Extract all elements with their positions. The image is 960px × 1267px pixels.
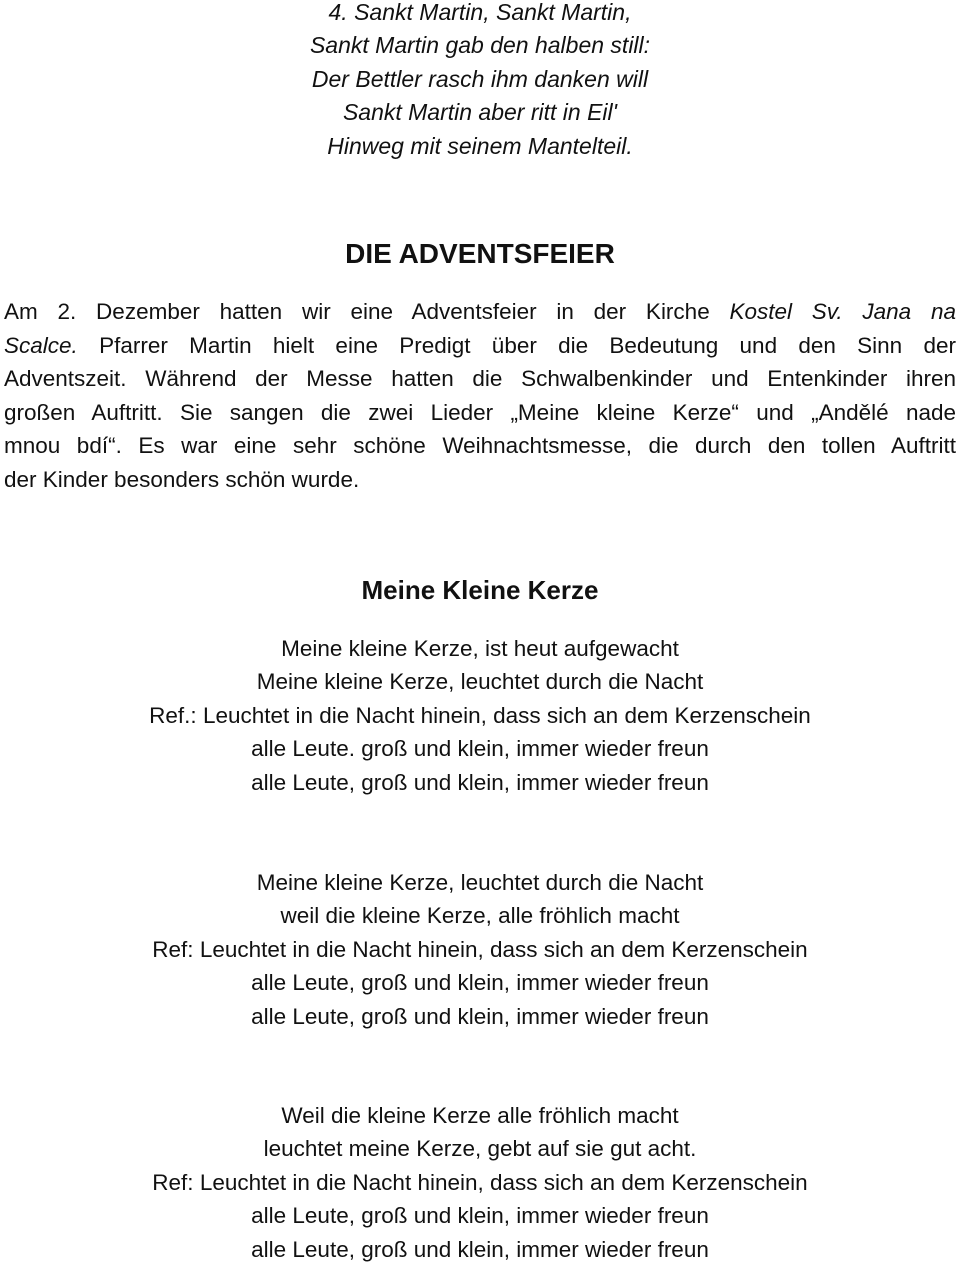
paragraph-line: Scalce. Pfarrer Martin hielt eine Predigt über die Bedeutung und den Sinn der — [4, 332, 956, 358]
song-line: alle Leute. groß und klein, immer wieder freun — [251, 736, 709, 762]
song-line: Weil die kleine Kerze alle fröhlich macht — [281, 1103, 679, 1128]
song-line: alle Leute, groß und klein, immer wieder freun — [251, 1203, 709, 1229]
song-line: alle Leute, groß und klein, immer wieder freun — [251, 769, 709, 795]
verse-line: Hinweg mit seinem Mantelteil. — [327, 132, 633, 159]
song-line: Meine kleine Kerze, leuchtet durch die Nacht — [256, 669, 704, 695]
church-name: Kostel Sv. Jana na — [729, 299, 956, 324]
adventsfeier-paragraph — [4, 295, 956, 496]
adventsfeier-title: DIE ADVENTSFEIER — [345, 238, 615, 269]
song-line: leuchtet meine Kerze, gebt auf sie gut acht. — [263, 1136, 697, 1162]
song-line: alle Leute, groß und klein, immer wieder freun — [251, 970, 709, 996]
verse-4 — [0, 0, 960, 163]
song-line: Meine kleine Kerze, ist heut aufgewacht — [281, 636, 679, 661]
paragraph-line: mnou bdí“. Es war eine sehr schöne Weihnachtsmesse, die durch den tollen Auftritt — [4, 433, 956, 458]
verse-line: Der Bettler rasch ihm danken will — [311, 65, 649, 92]
song-line: weil die kleine Kerze, alle fröhlich macht — [280, 903, 680, 929]
paragraph-line: großen Auftritt. Sie sangen die zwei Lieder „Meine kleine Kerze“ und „Andělé nade — [4, 399, 956, 425]
song-line: Ref: Leuchtet in die Nacht hinein, dass sich an dem Kerzenschein — [152, 936, 808, 962]
paragraph-line: Am 2. Dezember hatten wir eine Adventsfeier in der Kirche Kostel Sv. Jana na — [4, 299, 956, 324]
verse-line: Sankt Martin gab den halben still: — [309, 32, 651, 59]
song-line: Ref.: Leuchtet in die Nacht hinein, dass sich an dem Kerzenschein — [149, 702, 811, 728]
paragraph-line: Adventszeit. Während der Messe hatten die Schwalbenkinder und Entenkinder ihren — [4, 366, 956, 391]
song-stanza-1 — [0, 632, 960, 799]
verse-line: Sankt Martin aber ritt in Eil' — [342, 99, 618, 126]
song-line: alle Leute, groß und klein, immer wieder freun — [251, 1236, 709, 1262]
song-stanza-3 — [0, 1099, 960, 1266]
paragraph-line: der Kinder besonders schön wurde. — [4, 466, 360, 492]
song-line: Meine kleine Kerze, leuchtet durch die Nacht — [256, 870, 704, 895]
song-title: Meine Kleine Kerze — [361, 575, 599, 605]
song-stanza-2 — [0, 866, 960, 1033]
verse-line: 4. Sankt Martin, Sankt Martin, — [328, 0, 632, 25]
song-line: alle Leute, groß und klein, immer wieder freun — [251, 1003, 709, 1029]
song-line: Ref: Leuchtet in die Nacht hinein, dass sich an dem Kerzenschein — [152, 1169, 808, 1195]
church-name-cont: Scalce. — [4, 332, 78, 358]
